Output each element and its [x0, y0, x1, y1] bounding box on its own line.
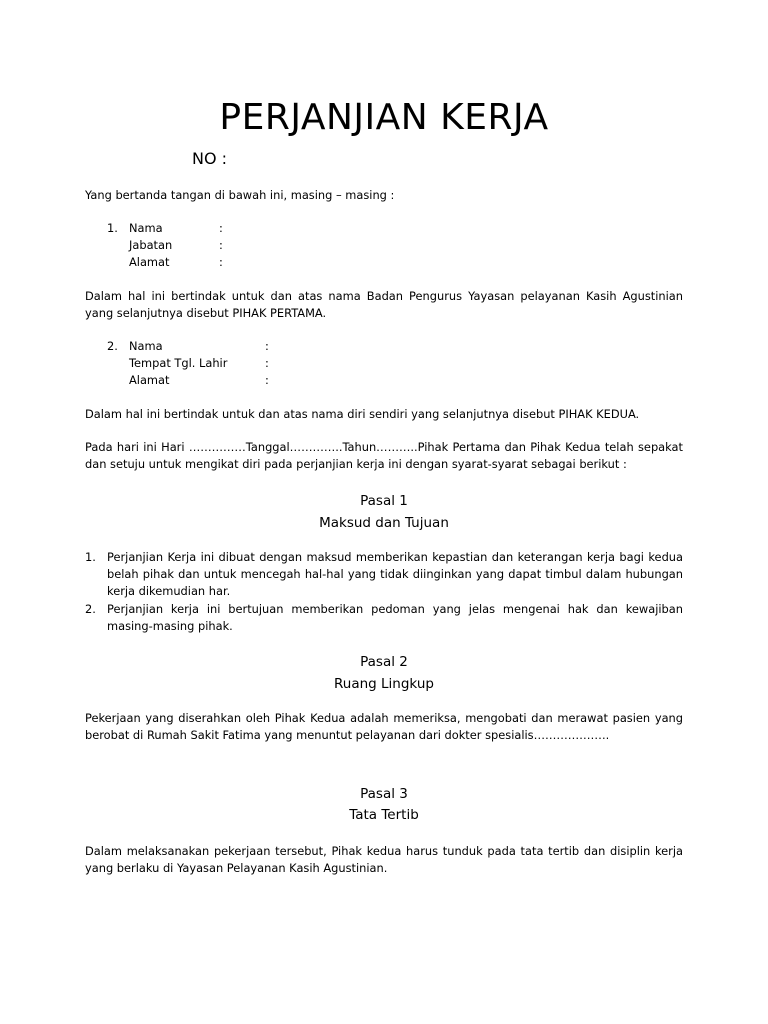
document-number-label: NO : [192, 149, 228, 168]
article-2-number: Pasal 2 [360, 654, 408, 670]
article-3-title: Tata Tertib [349, 807, 419, 823]
agreement-paragraph: Pada hari ini Hari ……………Tanggal…………..Tahun………..Pihak Pertama dan Pihak Kedua telah sepakat dan setuju untuk mengikat diri pada perjanjian kerja ini dengan syarat-syarat sebagai berikut : [85, 440, 683, 471]
first-party-statement: Dalam hal ini bertindak untuk dan atas nama Badan Pengurus Yayasan pelayanan Kasih Agustinian yang selanjutnya disebut PIHAK PERTAMA. [85, 289, 683, 320]
list-number: 2. [85, 602, 96, 616]
field-label-nama: Nama [129, 339, 163, 353]
field-label-jabatan: Jabatan [129, 238, 173, 252]
article-3-body: Dalam melaksanakan pekerjaan tersebut, Pihak kedua harus tunduk pada tata tertib dan disiplin kerja yang berlaku di Yayasan Pelayanan Kasih Agustinian. [85, 844, 683, 875]
field-label-alamat: Alamat [129, 373, 170, 387]
second-party-number: 2. [107, 339, 118, 353]
field-label-alamat: Alamat [129, 255, 170, 269]
intro-paragraph: Yang bertanda tangan di bawah ini, masing – masing : [85, 188, 395, 202]
first-party-number: 1. [107, 221, 118, 235]
field-colon: : [219, 255, 223, 269]
document-title: PERJANJIAN KERJA [219, 97, 549, 138]
field-colon: : [265, 339, 269, 353]
article-3-number: Pasal 3 [360, 786, 408, 802]
article-1-title: Maksud dan Tujuan [319, 515, 449, 531]
field-colon: : [219, 221, 223, 235]
article-2-body: Pekerjaan yang diserahkan oleh Pihak Kedua adalah memeriksa, mengobati dan merawat pasien yang berobat di Rumah Sakit Fatima yang menuntut pelayanan dari dokter spesialis……………….. [85, 711, 683, 742]
article-2-title: Ruang Lingkup [334, 676, 434, 692]
second-party-statement: Dalam hal ini bertindak untuk dan atas nama diri sendiri yang selanjutnya disebut PIHAK KEDUA. [85, 407, 640, 421]
list-text: Perjanjian kerja ini bertujuan memberikan pedoman yang jelas mengenai hak dan kewajiban masing-masing pihak. [107, 602, 683, 633]
list-number: 1. [85, 550, 96, 564]
field-colon: : [265, 373, 269, 387]
list-text: Perjanjian Kerja ini dibuat dengan maksud memberikan kepastian dan keterangan kerja bagi kedua belah pihak dan untuk mencegah hal-hal yang tidak diinginkan yang dapat timbul dalam hubungan kerja dikemudian har. [107, 550, 683, 598]
field-colon: : [219, 238, 223, 252]
field-label-tempat-tgl-lahir: Tempat Tgl. Lahir [129, 356, 228, 370]
field-label-nama: Nama [129, 221, 163, 235]
field-colon: : [265, 356, 269, 370]
article-1-number: Pasal 1 [360, 493, 408, 509]
